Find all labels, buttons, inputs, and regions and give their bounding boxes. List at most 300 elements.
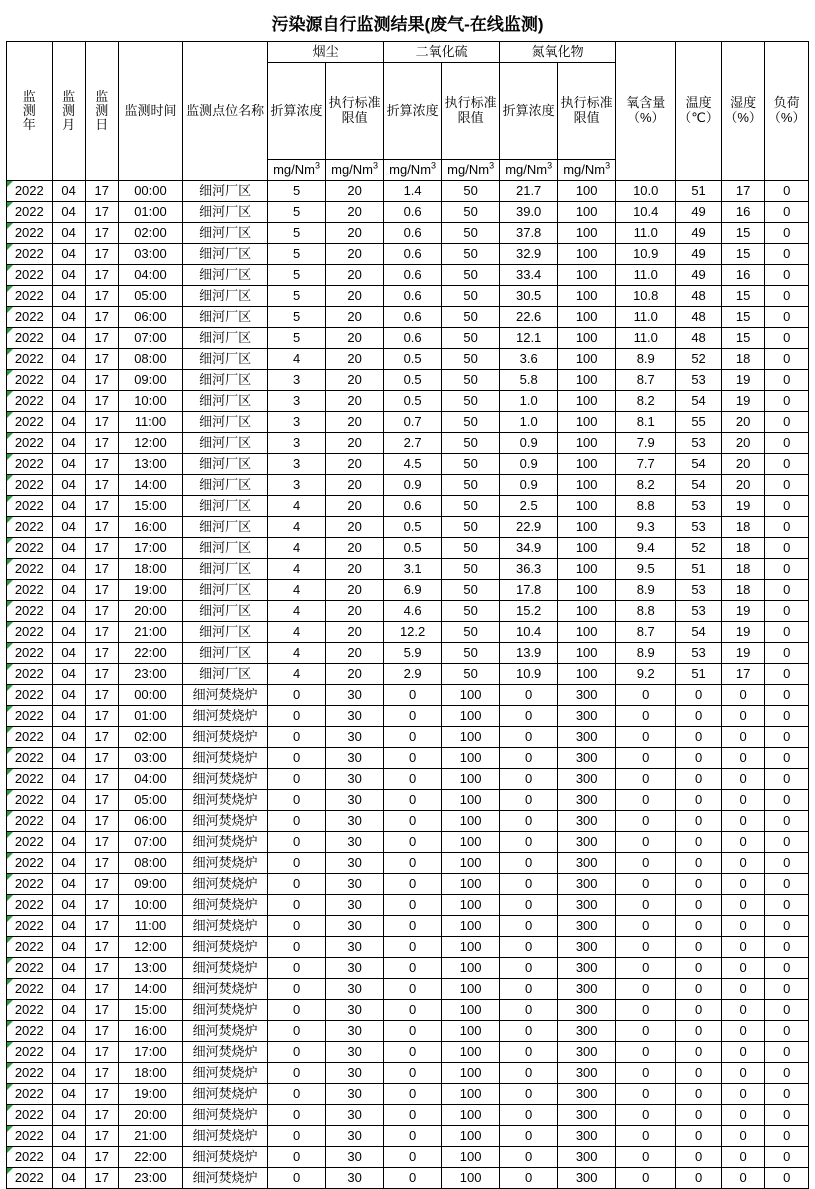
cell-so2-limit: 50	[442, 622, 500, 643]
cell-time: 18:00	[118, 559, 182, 580]
table-row	[7, 265, 809, 286]
table-row	[7, 1168, 809, 1189]
cell-dust-limit: 20	[326, 433, 384, 454]
cell-so2-limit: 50	[442, 181, 500, 202]
cell-day: 17	[85, 685, 118, 706]
cell-load: 0	[765, 811, 809, 832]
cell-load: 0	[765, 622, 809, 643]
group-header-dust: 烟尘	[268, 42, 384, 63]
cell-time: 01:00	[118, 706, 182, 727]
column-header-year: 监测年	[7, 42, 53, 181]
cell-so2-limit: 50	[442, 202, 500, 223]
cell-month: 04	[52, 412, 85, 433]
cell-so2-limit: 50	[442, 601, 500, 622]
cell-month: 04	[52, 580, 85, 601]
cell-temperature: 0	[676, 1063, 722, 1084]
cell-year: 2022	[7, 223, 53, 244]
cell-load: 0	[765, 328, 809, 349]
cell-so2-concentration: 0	[384, 1105, 442, 1126]
cell-oxygen: 0	[616, 1126, 676, 1147]
table-row	[7, 1042, 809, 1063]
cell-nox-limit: 300	[558, 727, 616, 748]
cell-nox-concentration: 0.9	[500, 433, 558, 454]
cell-so2-concentration: 1.4	[384, 181, 442, 202]
cell-so2-limit: 100	[442, 958, 500, 979]
cell-oxygen: 0	[616, 979, 676, 1000]
cell-nox-limit: 100	[558, 349, 616, 370]
cell-day: 17	[85, 1021, 118, 1042]
cell-temperature: 0	[676, 1147, 722, 1168]
cell-dust-concentration: 4	[268, 664, 326, 685]
table-row	[7, 1063, 809, 1084]
cell-time: 19:00	[118, 1084, 182, 1105]
column-header-load: 负荷（%）	[765, 42, 809, 181]
cell-month: 04	[52, 601, 85, 622]
cell-so2-concentration: 12.2	[384, 622, 442, 643]
cell-year: 2022	[7, 307, 53, 328]
cell-month: 04	[52, 181, 85, 202]
cell-time: 23:00	[118, 1168, 182, 1189]
cell-oxygen: 8.1	[616, 412, 676, 433]
cell-site: 细河焚烧炉	[183, 1105, 268, 1126]
cell-oxygen: 0	[616, 832, 676, 853]
cell-dust-limit: 30	[326, 874, 384, 895]
cell-so2-concentration: 0	[384, 1042, 442, 1063]
table-row	[7, 1021, 809, 1042]
cell-so2-limit: 100	[442, 832, 500, 853]
cell-load: 0	[765, 790, 809, 811]
cell-humidity: 15	[721, 286, 765, 307]
cell-humidity: 0	[721, 1042, 765, 1063]
page-title: 污染源自行监测结果(废气-在线监测)	[271, 15, 544, 34]
cell-day: 17	[85, 1126, 118, 1147]
cell-so2-concentration: 0.6	[384, 307, 442, 328]
cell-load: 0	[765, 559, 809, 580]
cell-so2-concentration: 0.5	[384, 391, 442, 412]
cell-nox-concentration: 3.6	[500, 349, 558, 370]
cell-oxygen: 8.2	[616, 475, 676, 496]
cell-month: 04	[52, 706, 85, 727]
cell-dust-limit: 20	[326, 643, 384, 664]
table-row	[7, 832, 809, 853]
cell-so2-limit: 50	[442, 244, 500, 265]
table-header	[7, 42, 809, 181]
cell-nox-limit: 100	[558, 223, 616, 244]
cell-year: 2022	[7, 727, 53, 748]
cell-humidity: 0	[721, 1147, 765, 1168]
table-row	[7, 286, 809, 307]
cell-nox-concentration: 0	[500, 769, 558, 790]
cell-month: 04	[52, 286, 85, 307]
cell-temperature: 0	[676, 1168, 722, 1189]
cell-temperature: 48	[676, 328, 722, 349]
cell-month: 04	[52, 664, 85, 685]
cell-day: 17	[85, 748, 118, 769]
cell-so2-limit: 50	[442, 664, 500, 685]
cell-time: 16:00	[118, 1021, 182, 1042]
cell-humidity: 19	[721, 622, 765, 643]
cell-nox-limit: 300	[558, 1063, 616, 1084]
cell-dust-limit: 30	[326, 937, 384, 958]
cell-dust-concentration: 0	[268, 853, 326, 874]
cell-nox-limit: 300	[558, 874, 616, 895]
column-header-so2-limit: 执行标准限值	[442, 63, 500, 160]
cell-nox-concentration: 0	[500, 748, 558, 769]
cell-site: 细河厂区	[183, 307, 268, 328]
cell-load: 0	[765, 601, 809, 622]
cell-day: 17	[85, 517, 118, 538]
cell-dust-concentration: 0	[268, 748, 326, 769]
cell-dust-limit: 30	[326, 1084, 384, 1105]
cell-nox-concentration: 0	[500, 1000, 558, 1021]
cell-so2-limit: 50	[442, 496, 500, 517]
table-row	[7, 685, 809, 706]
cell-nox-concentration: 0	[500, 895, 558, 916]
cell-site: 细河焚烧炉	[183, 958, 268, 979]
cell-humidity: 15	[721, 307, 765, 328]
cell-dust-limit: 30	[326, 853, 384, 874]
cell-nox-limit: 100	[558, 517, 616, 538]
cell-oxygen: 0	[616, 958, 676, 979]
cell-year: 2022	[7, 265, 53, 286]
table-row	[7, 307, 809, 328]
cell-nox-concentration: 15.2	[500, 601, 558, 622]
table-row	[7, 916, 809, 937]
cell-nox-concentration: 39.0	[500, 202, 558, 223]
cell-dust-concentration: 5	[268, 265, 326, 286]
cell-month: 04	[52, 475, 85, 496]
cell-site: 细河厂区	[183, 664, 268, 685]
cell-dust-concentration: 0	[268, 895, 326, 916]
cell-nox-concentration: 0	[500, 1042, 558, 1063]
cell-load: 0	[765, 916, 809, 937]
cell-so2-concentration: 0.9	[384, 475, 442, 496]
cell-nox-limit: 300	[558, 916, 616, 937]
cell-time: 11:00	[118, 412, 182, 433]
cell-dust-concentration: 0	[268, 1042, 326, 1063]
cell-year: 2022	[7, 1147, 53, 1168]
cell-nox-concentration: 32.9	[500, 244, 558, 265]
cell-year: 2022	[7, 391, 53, 412]
cell-dust-concentration: 4	[268, 580, 326, 601]
cell-dust-concentration: 3	[268, 412, 326, 433]
cell-nox-concentration: 10.4	[500, 622, 558, 643]
cell-temperature: 53	[676, 643, 722, 664]
cell-temperature: 53	[676, 580, 722, 601]
cell-temperature: 51	[676, 181, 722, 202]
table-row	[7, 727, 809, 748]
cell-oxygen: 0	[616, 874, 676, 895]
table-row	[7, 1147, 809, 1168]
cell-temperature: 0	[676, 1042, 722, 1063]
cell-oxygen: 0	[616, 937, 676, 958]
cell-humidity: 0	[721, 1021, 765, 1042]
cell-nox-limit: 100	[558, 538, 616, 559]
cell-so2-limit: 50	[442, 391, 500, 412]
cell-time: 05:00	[118, 286, 182, 307]
cell-time: 09:00	[118, 370, 182, 391]
cell-dust-limit: 30	[326, 811, 384, 832]
cell-dust-concentration: 0	[268, 811, 326, 832]
cell-nox-concentration: 0	[500, 685, 558, 706]
cell-time: 02:00	[118, 223, 182, 244]
cell-time: 08:00	[118, 349, 182, 370]
cell-humidity: 0	[721, 874, 765, 895]
cell-time: 14:00	[118, 979, 182, 1000]
cell-day: 17	[85, 286, 118, 307]
cell-load: 0	[765, 1126, 809, 1147]
table-row	[7, 895, 809, 916]
cell-humidity: 19	[721, 370, 765, 391]
cell-year: 2022	[7, 517, 53, 538]
column-header-humidity: 湿度（%）	[721, 42, 765, 181]
cell-time: 04:00	[118, 769, 182, 790]
cell-load: 0	[765, 748, 809, 769]
cell-temperature: 0	[676, 1126, 722, 1147]
cell-year: 2022	[7, 1105, 53, 1126]
cell-month: 04	[52, 811, 85, 832]
cell-so2-limit: 100	[442, 1000, 500, 1021]
cell-temperature: 0	[676, 1105, 722, 1126]
cell-so2-limit: 100	[442, 937, 500, 958]
cell-humidity: 0	[721, 769, 765, 790]
cell-humidity: 0	[721, 958, 765, 979]
cell-so2-concentration: 4.6	[384, 601, 442, 622]
cell-so2-concentration: 0.6	[384, 202, 442, 223]
cell-time: 20:00	[118, 1105, 182, 1126]
cell-site: 细河厂区	[183, 265, 268, 286]
cell-time: 15:00	[118, 1000, 182, 1021]
cell-dust-limit: 20	[326, 202, 384, 223]
cell-dust-concentration: 0	[268, 706, 326, 727]
cell-temperature: 54	[676, 622, 722, 643]
cell-site: 细河焚烧炉	[183, 1168, 268, 1189]
cell-nox-concentration: 17.8	[500, 580, 558, 601]
cell-day: 17	[85, 664, 118, 685]
cell-so2-concentration: 0	[384, 769, 442, 790]
cell-time: 10:00	[118, 895, 182, 916]
cell-dust-concentration: 3	[268, 391, 326, 412]
cell-month: 04	[52, 433, 85, 454]
cell-dust-limit: 20	[326, 475, 384, 496]
cell-so2-limit: 50	[442, 559, 500, 580]
cell-day: 17	[85, 181, 118, 202]
cell-dust-limit: 30	[326, 1000, 384, 1021]
cell-time: 01:00	[118, 202, 182, 223]
cell-nox-concentration: 0	[500, 916, 558, 937]
cell-oxygen: 7.7	[616, 454, 676, 475]
cell-temperature: 49	[676, 244, 722, 265]
cell-time: 00:00	[118, 685, 182, 706]
cell-dust-concentration: 3	[268, 475, 326, 496]
cell-nox-concentration: 0	[500, 1105, 558, 1126]
cell-time: 08:00	[118, 853, 182, 874]
table-row	[7, 412, 809, 433]
cell-dust-limit: 20	[326, 622, 384, 643]
cell-nox-limit: 300	[558, 1021, 616, 1042]
cell-load: 0	[765, 496, 809, 517]
cell-time: 09:00	[118, 874, 182, 895]
column-header-oxygen: 氧含量（%）	[616, 42, 676, 181]
cell-nox-limit: 100	[558, 475, 616, 496]
cell-humidity: 0	[721, 1084, 765, 1105]
cell-oxygen: 11.0	[616, 265, 676, 286]
cell-humidity: 0	[721, 832, 765, 853]
cell-site: 细河焚烧炉	[183, 1147, 268, 1168]
cell-nox-concentration: 36.3	[500, 559, 558, 580]
cell-load: 0	[765, 1168, 809, 1189]
cell-dust-limit: 20	[326, 580, 384, 601]
cell-day: 17	[85, 622, 118, 643]
table-row	[7, 958, 809, 979]
cell-humidity: 15	[721, 244, 765, 265]
column-header-so2-concentration: 折算浓度	[384, 63, 442, 160]
cell-dust-concentration: 0	[268, 769, 326, 790]
cell-load: 0	[765, 475, 809, 496]
cell-oxygen: 9.5	[616, 559, 676, 580]
cell-dust-limit: 30	[326, 769, 384, 790]
cell-oxygen: 0	[616, 895, 676, 916]
cell-year: 2022	[7, 853, 53, 874]
group-header-so2: 二氧化硫	[384, 42, 500, 63]
cell-month: 04	[52, 1105, 85, 1126]
cell-so2-concentration: 0	[384, 790, 442, 811]
cell-dust-limit: 20	[326, 181, 384, 202]
cell-so2-limit: 50	[442, 412, 500, 433]
cell-site: 细河厂区	[183, 433, 268, 454]
cell-oxygen: 8.9	[616, 580, 676, 601]
cell-time: 17:00	[118, 1042, 182, 1063]
cell-humidity: 0	[721, 916, 765, 937]
cell-month: 04	[52, 223, 85, 244]
cell-temperature: 0	[676, 874, 722, 895]
cell-so2-limit: 100	[442, 874, 500, 895]
cell-nox-concentration: 10.9	[500, 664, 558, 685]
cell-so2-limit: 100	[442, 895, 500, 916]
cell-oxygen: 7.9	[616, 433, 676, 454]
cell-day: 17	[85, 979, 118, 1000]
cell-year: 2022	[7, 370, 53, 391]
cell-oxygen: 0	[616, 1063, 676, 1084]
cell-so2-limit: 100	[442, 790, 500, 811]
cell-nox-limit: 100	[558, 454, 616, 475]
cell-so2-limit: 100	[442, 1105, 500, 1126]
cell-site: 细河焚烧炉	[183, 811, 268, 832]
cell-time: 22:00	[118, 1147, 182, 1168]
cell-so2-concentration: 0.6	[384, 244, 442, 265]
cell-load: 0	[765, 538, 809, 559]
cell-year: 2022	[7, 748, 53, 769]
cell-month: 04	[52, 391, 85, 412]
table-row	[7, 223, 809, 244]
cell-day: 17	[85, 454, 118, 475]
cell-temperature: 53	[676, 370, 722, 391]
cell-humidity: 18	[721, 559, 765, 580]
unit-nox-limit: mg/Nm$^3$	[558, 160, 616, 181]
cell-time: 00:00	[118, 181, 182, 202]
cell-time: 07:00	[118, 832, 182, 853]
cell-day: 17	[85, 937, 118, 958]
cell-nox-concentration: 22.6	[500, 307, 558, 328]
cell-so2-concentration: 5.9	[384, 643, 442, 664]
cell-oxygen: 0	[616, 811, 676, 832]
cell-year: 2022	[7, 895, 53, 916]
cell-so2-concentration: 0	[384, 895, 442, 916]
table-row	[7, 580, 809, 601]
cell-year: 2022	[7, 496, 53, 517]
cell-year: 2022	[7, 1063, 53, 1084]
cell-humidity: 0	[721, 748, 765, 769]
cell-dust-concentration: 5	[268, 181, 326, 202]
cell-humidity: 15	[721, 223, 765, 244]
cell-year: 2022	[7, 328, 53, 349]
cell-year: 2022	[7, 286, 53, 307]
cell-load: 0	[765, 1063, 809, 1084]
cell-dust-concentration: 0	[268, 979, 326, 1000]
cell-temperature: 54	[676, 391, 722, 412]
cell-load: 0	[765, 685, 809, 706]
cell-so2-concentration: 3.1	[384, 559, 442, 580]
cell-dust-concentration: 0	[268, 832, 326, 853]
cell-dust-limit: 20	[326, 223, 384, 244]
cell-day: 17	[85, 307, 118, 328]
cell-humidity: 20	[721, 433, 765, 454]
cell-so2-concentration: 2.9	[384, 664, 442, 685]
cell-humidity: 0	[721, 1168, 765, 1189]
cell-dust-limit: 20	[326, 412, 384, 433]
table-row	[7, 559, 809, 580]
cell-nox-limit: 100	[558, 559, 616, 580]
cell-so2-concentration: 0	[384, 748, 442, 769]
cell-load: 0	[765, 1021, 809, 1042]
cell-day: 17	[85, 727, 118, 748]
cell-oxygen: 0	[616, 1105, 676, 1126]
cell-year: 2022	[7, 202, 53, 223]
column-header-time: 监测时间	[118, 42, 182, 181]
cell-nox-concentration: 0	[500, 727, 558, 748]
cell-site: 细河焚烧炉	[183, 853, 268, 874]
cell-temperature: 0	[676, 1021, 722, 1042]
cell-humidity: 0	[721, 937, 765, 958]
cell-humidity: 19	[721, 496, 765, 517]
cell-humidity: 0	[721, 706, 765, 727]
cell-oxygen: 8.9	[616, 349, 676, 370]
table-row	[7, 1084, 809, 1105]
table-row	[7, 391, 809, 412]
cell-nox-concentration: 0	[500, 1168, 558, 1189]
cell-temperature: 0	[676, 685, 722, 706]
cell-so2-limit: 100	[442, 1084, 500, 1105]
table-row	[7, 433, 809, 454]
table-row	[7, 664, 809, 685]
cell-so2-concentration: 6.9	[384, 580, 442, 601]
cell-humidity: 17	[721, 181, 765, 202]
cell-temperature: 53	[676, 433, 722, 454]
cell-dust-concentration: 0	[268, 916, 326, 937]
cell-year: 2022	[7, 412, 53, 433]
cell-oxygen: 10.8	[616, 286, 676, 307]
cell-temperature: 0	[676, 916, 722, 937]
cell-humidity: 18	[721, 538, 765, 559]
cell-so2-concentration: 0	[384, 1126, 442, 1147]
cell-temperature: 53	[676, 601, 722, 622]
cell-time: 22:00	[118, 643, 182, 664]
cell-nox-limit: 300	[558, 895, 616, 916]
cell-time: 18:00	[118, 1063, 182, 1084]
cell-nox-limit: 300	[558, 1168, 616, 1189]
cell-so2-concentration: 0	[384, 811, 442, 832]
cell-month: 04	[52, 517, 85, 538]
